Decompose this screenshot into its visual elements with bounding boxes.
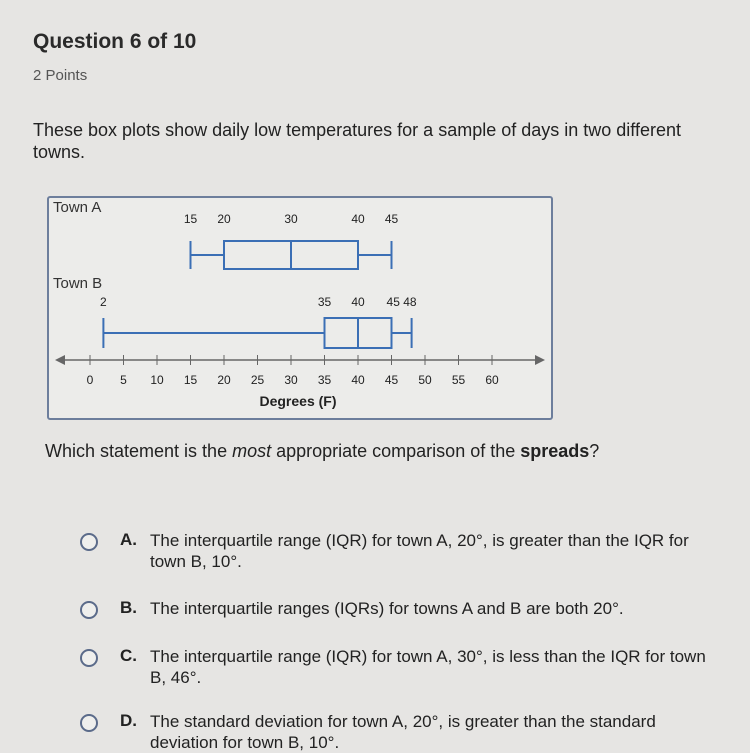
option-letter: C. bbox=[120, 646, 137, 665]
radio-button[interactable] bbox=[80, 601, 98, 619]
x-tick-label: 15 bbox=[183, 373, 198, 387]
x-tick-label: 25 bbox=[250, 373, 265, 387]
box-value-label: 40 bbox=[351, 212, 365, 226]
x-tick-label: 35 bbox=[317, 373, 332, 387]
radio-button[interactable] bbox=[80, 649, 98, 667]
box-value-label: 45 48 bbox=[386, 295, 417, 309]
question-emphasis: most bbox=[232, 441, 272, 461]
option-letter: D. bbox=[120, 711, 137, 730]
box-value-label: 30 bbox=[284, 212, 298, 226]
radio-button[interactable] bbox=[80, 714, 98, 732]
option-text: The interquartile range (IQR) for town A, 30°, is less than the IQR for town B, 46°. bbox=[150, 647, 706, 687]
option-letter: B. bbox=[120, 598, 137, 617]
option-text: The interquartile range (IQR) for town A, 20°, is greater than the IQR for town B, 10°. bbox=[150, 531, 689, 571]
x-tick-label: 60 bbox=[485, 373, 499, 387]
question-prompt: These box plots show daily low temperatures for a sample of days in two different towns. bbox=[33, 120, 681, 162]
x-tick-label: 20 bbox=[217, 373, 231, 387]
radio-button[interactable] bbox=[80, 533, 98, 551]
x-tick-label: 10 bbox=[150, 373, 164, 387]
question-text-part: ? bbox=[589, 441, 600, 461]
option-text: The interquartile ranges (IQRs) for towns A and B are both 20°. bbox=[150, 599, 624, 618]
question-text bbox=[45, 441, 599, 462]
question-bold: spreads bbox=[520, 441, 590, 461]
box-value-label: 35 bbox=[317, 295, 332, 309]
option-text: The standard deviation for town A, 20°, is greater than the standard deviation for town B, 10°. bbox=[150, 712, 656, 752]
x-tick-label: 30 bbox=[284, 373, 298, 387]
box-value-label: 20 bbox=[217, 212, 231, 226]
x-tick-label: 40 bbox=[351, 373, 365, 387]
x-axis-title: Degrees (F) bbox=[259, 393, 337, 409]
question-text-part: Which statement is the bbox=[45, 441, 233, 461]
box-value-label: 15 bbox=[183, 212, 198, 226]
series-name: Town A bbox=[53, 199, 102, 216]
question-text-part: appropriate comparison of the bbox=[271, 441, 521, 461]
series-name: Town B bbox=[53, 275, 103, 292]
box-value-label: 45 bbox=[384, 212, 399, 226]
x-tick-label: 5 bbox=[120, 373, 127, 387]
points-label: 2 Points bbox=[33, 67, 88, 84]
box-value-label: 40 bbox=[351, 295, 365, 309]
box-value-label: 2 bbox=[100, 295, 107, 309]
x-tick-label: 50 bbox=[418, 373, 432, 387]
x-tick-label: 45 bbox=[384, 373, 399, 387]
axis-arrow-left bbox=[55, 355, 65, 365]
x-tick-label: 55 bbox=[451, 373, 466, 387]
option-letter: A. bbox=[120, 530, 137, 549]
x-tick-label: 0 bbox=[86, 373, 94, 387]
axis-arrow-right bbox=[535, 355, 545, 365]
box-plot-figure bbox=[47, 196, 553, 420]
box-plot-chart bbox=[49, 198, 551, 418]
question-title: Question 6 of 10 bbox=[33, 30, 197, 53]
